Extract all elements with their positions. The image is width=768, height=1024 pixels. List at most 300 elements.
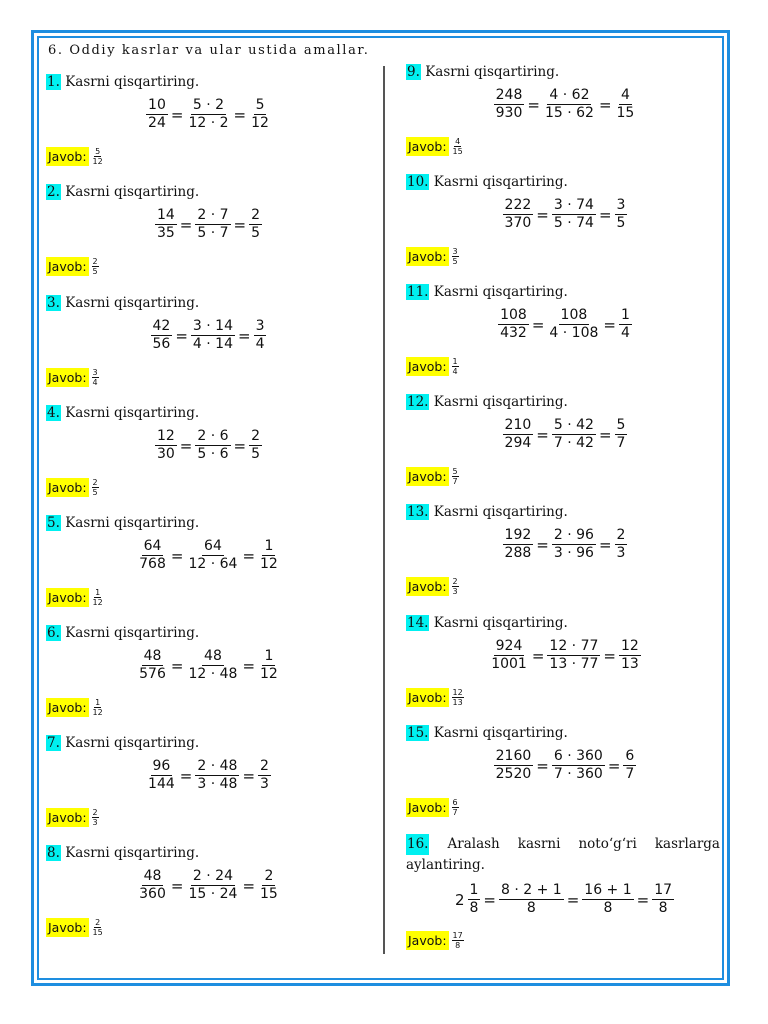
equals-sign: = xyxy=(170,546,184,565)
fraction xyxy=(258,758,271,793)
denominator: 8 xyxy=(603,900,613,916)
numerator: 924 xyxy=(495,638,523,654)
denominator: 3 xyxy=(260,776,269,792)
numerator: 10 xyxy=(148,97,166,113)
question-text: Kasrni qisqartiring. xyxy=(65,515,200,531)
denominator: 5 xyxy=(452,257,458,266)
problem-6 xyxy=(46,624,371,734)
fraction xyxy=(619,307,632,342)
problem-statement xyxy=(406,724,568,742)
fraction-equation xyxy=(406,87,724,122)
problem-statement xyxy=(406,63,559,81)
denominator: 3 xyxy=(92,818,98,827)
problem-number: 13. xyxy=(407,504,429,520)
numerator: 2 xyxy=(452,577,458,586)
denominator: 5 · 74 xyxy=(553,215,594,231)
problem-14 xyxy=(406,614,724,724)
problem-number: 8. xyxy=(47,845,60,861)
whole-part: 2 xyxy=(454,890,465,909)
equals-sign: = xyxy=(483,890,496,909)
fraction xyxy=(191,318,235,353)
fraction xyxy=(582,882,633,917)
fraction xyxy=(489,638,529,673)
problem-number: 1. xyxy=(47,74,60,90)
denominator: 56 xyxy=(152,336,171,352)
denominator: 3 · 48 xyxy=(197,776,238,792)
denominator: 294 xyxy=(504,435,532,451)
problem-8 xyxy=(46,844,371,954)
numerator: 3 xyxy=(616,197,626,213)
numerator: 2 xyxy=(616,527,626,543)
numerator: 2 · 96 xyxy=(553,527,594,543)
fraction-equation xyxy=(46,318,371,353)
answer-fraction xyxy=(92,478,99,497)
answer-label: Javob: xyxy=(48,149,87,164)
problem-10 xyxy=(406,173,724,283)
fraction xyxy=(258,868,280,903)
answer xyxy=(406,798,459,817)
fraction xyxy=(547,638,600,673)
numerator: 3 · 74 xyxy=(553,197,594,213)
denominator: 4 xyxy=(92,378,98,387)
numerator: 2 xyxy=(92,478,98,487)
numerator: 108 xyxy=(560,307,588,323)
problem-statement xyxy=(406,393,568,411)
question-text: Kasrni qisqartiring. xyxy=(65,845,200,861)
answer-label: Javob: xyxy=(48,259,87,274)
fraction-equation xyxy=(406,882,724,917)
answer-fraction xyxy=(92,147,104,166)
answer-label: Javob: xyxy=(408,800,447,815)
fraction xyxy=(137,868,168,903)
equals-sign: = xyxy=(603,315,616,334)
problem-5 xyxy=(46,514,371,624)
fraction xyxy=(195,428,230,463)
question-text: Kasrni qisqartiring. xyxy=(65,735,200,751)
numerator: 5 xyxy=(95,147,101,156)
problem-statement xyxy=(406,503,568,521)
denominator: 13 xyxy=(452,698,463,707)
question-text: Kasrni qisqartiring. xyxy=(433,284,568,300)
numerator: 108 xyxy=(500,307,527,323)
fraction-equation xyxy=(46,97,371,132)
equals-sign: = xyxy=(607,756,621,775)
problem-statement xyxy=(406,614,568,632)
numerator: 6 xyxy=(452,798,458,807)
fraction xyxy=(552,748,605,783)
numerator: 2160 xyxy=(495,748,532,764)
problem-4 xyxy=(46,404,371,514)
answer-label: Javob: xyxy=(48,590,87,605)
answer xyxy=(46,588,104,607)
problem-3 xyxy=(46,294,371,404)
fraction xyxy=(195,758,239,793)
denominator: 12 xyxy=(260,666,278,682)
denominator: 2520 xyxy=(495,766,532,782)
answer-fraction xyxy=(452,577,459,596)
denominator: 3 xyxy=(616,545,626,561)
answer xyxy=(46,478,99,497)
equals-sign: = xyxy=(603,646,616,665)
numerator: 14 xyxy=(156,207,175,223)
equals-sign: = xyxy=(242,546,256,565)
numerator: 2 xyxy=(92,257,98,266)
problem-statement xyxy=(46,183,199,201)
problem-statement xyxy=(46,514,199,532)
denominator: 8 xyxy=(469,900,479,916)
denominator: 12 xyxy=(92,708,103,717)
question-text: Kasrni qisqartiring. xyxy=(65,405,200,421)
numerator: 1 xyxy=(95,588,101,597)
denominator: 15 · 62 xyxy=(544,105,594,121)
problem-12 xyxy=(406,393,724,503)
question-text: Kasrni qisqartiring. xyxy=(65,74,200,90)
equals-sign: = xyxy=(598,425,612,444)
fraction-equation xyxy=(46,428,371,463)
denominator: 7 · 360 xyxy=(553,766,603,782)
numerator: 12 xyxy=(452,688,463,697)
denominator: 4 xyxy=(452,367,458,376)
problem-16 xyxy=(406,834,724,974)
denominator: 4 · 108 xyxy=(549,325,599,341)
answer-fraction xyxy=(452,357,459,376)
fraction-equation xyxy=(406,417,724,452)
problem-15 xyxy=(406,724,724,834)
answer-label: Javob: xyxy=(408,933,447,948)
answer-fraction xyxy=(452,247,459,266)
problem-number: 9. xyxy=(407,64,420,80)
section-title: 6. Oddiy kasrlar va ular ustida amallar. xyxy=(48,43,370,58)
numerator: 12 xyxy=(620,638,639,654)
numerator: 5 · 2 xyxy=(192,97,225,113)
denominator: 576 xyxy=(139,666,166,682)
denominator: 360 xyxy=(139,886,166,902)
problem-number: 3. xyxy=(47,295,60,311)
numerator: 2 xyxy=(264,868,274,884)
fraction xyxy=(499,882,564,917)
equals-sign: = xyxy=(527,95,540,114)
numerator: 222 xyxy=(504,197,532,213)
fraction xyxy=(503,197,534,232)
equals-sign: = xyxy=(536,425,549,444)
numerator: 48 xyxy=(204,648,222,664)
question-text: Kasrni qisqartiring. xyxy=(433,615,568,631)
denominator: 5 xyxy=(92,488,98,497)
denominator: 7 · 42 xyxy=(553,435,594,451)
fraction-equation xyxy=(406,748,724,783)
numerator: 2 xyxy=(260,758,269,774)
question-text: Kasrni qisqartiring. xyxy=(65,295,200,311)
denominator: 15 xyxy=(616,105,635,121)
numerator: 5 · 42 xyxy=(553,417,594,433)
statement-word: kasrlarga xyxy=(654,836,720,852)
denominator: 3 · 96 xyxy=(553,545,594,561)
fraction xyxy=(615,527,628,562)
numerator: 16 + 1 xyxy=(584,882,632,898)
fraction xyxy=(137,538,168,573)
fraction xyxy=(494,87,525,122)
answer-label: Javob: xyxy=(408,469,447,484)
fraction xyxy=(151,318,173,353)
numerator: 48 xyxy=(143,648,162,664)
denominator: 15 xyxy=(260,886,278,902)
fraction xyxy=(249,207,262,242)
equals-sign: = xyxy=(536,535,549,554)
answer xyxy=(46,698,104,717)
fraction-equation xyxy=(406,197,724,232)
fraction xyxy=(258,648,280,683)
numerator: 2 xyxy=(251,428,261,444)
fraction-equation xyxy=(46,758,371,793)
problem-9 xyxy=(406,63,724,173)
equals-sign: = xyxy=(179,766,193,785)
denominator: 8 xyxy=(455,941,461,950)
answer-label: Javob: xyxy=(48,700,87,715)
denominator: 7 xyxy=(452,477,458,486)
numerator: 1 xyxy=(264,538,274,554)
numerator: 17 xyxy=(452,931,463,940)
problem-number: 12. xyxy=(407,394,429,410)
question-text: Kasrni qisqartiring. xyxy=(433,725,568,741)
equals-sign: = xyxy=(242,876,256,895)
numerator: 48 xyxy=(143,868,162,884)
denominator: 5 xyxy=(251,225,261,241)
fraction xyxy=(254,318,267,353)
problem-number: 10. xyxy=(407,174,429,190)
numerator: 64 xyxy=(143,538,162,554)
numerator: 2 · 6 xyxy=(197,428,229,444)
numerator: 2 · 48 xyxy=(197,758,238,774)
numerator: 4 xyxy=(455,137,461,146)
answer-label: Javob: xyxy=(48,370,87,385)
equals-sign: = xyxy=(170,876,184,895)
answer-label: Javob: xyxy=(408,579,447,594)
question-text: Kasrni qisqartiring. xyxy=(433,174,568,190)
denominator: 13 xyxy=(620,656,639,672)
problem-number: 6. xyxy=(47,625,60,641)
numerator: 42 xyxy=(152,318,171,334)
answer-label: Javob: xyxy=(48,480,87,495)
fraction xyxy=(186,868,239,903)
denominator: 3 xyxy=(452,587,458,596)
answer-fraction xyxy=(92,918,104,937)
fraction xyxy=(498,307,529,342)
problem-statement xyxy=(46,73,199,91)
problem-number: 4. xyxy=(47,405,60,421)
numerator: 2 xyxy=(95,918,101,927)
denominator: 15 xyxy=(92,928,103,937)
denominator: 288 xyxy=(504,545,532,561)
numerator: 3 · 14 xyxy=(192,318,233,334)
denominator: 24 xyxy=(148,115,166,131)
answer xyxy=(406,467,459,486)
problem-statement xyxy=(406,834,720,876)
numerator: 2 · 7 xyxy=(197,207,229,223)
statement-line-1 xyxy=(406,834,720,855)
fraction xyxy=(552,197,596,232)
denominator: 12 · 48 xyxy=(188,666,238,682)
equals-sign: = xyxy=(598,205,612,224)
numerator: 2 xyxy=(92,808,98,817)
fraction xyxy=(552,417,596,452)
equals-sign: = xyxy=(179,436,193,455)
problem-number: 2. xyxy=(47,184,60,200)
fraction xyxy=(543,87,596,122)
answer xyxy=(46,808,99,827)
numerator: 210 xyxy=(504,417,532,433)
fraction xyxy=(619,638,641,673)
problem-number: 11. xyxy=(407,284,429,300)
denominator: 12 xyxy=(92,157,103,166)
numerator: 248 xyxy=(495,87,523,103)
numerator: 8 · 2 + 1 xyxy=(501,882,562,898)
numerator: 3 xyxy=(452,247,458,256)
equals-sign: = xyxy=(170,105,184,124)
denominator: 4 xyxy=(620,325,630,341)
problem-statement xyxy=(46,624,199,642)
equals-sign: = xyxy=(175,326,188,345)
problem-statement xyxy=(46,734,199,752)
denominator: 13 · 77 xyxy=(549,656,599,672)
equals-sign: = xyxy=(598,535,612,554)
numerator: 17 xyxy=(654,882,673,898)
denominator: 15 xyxy=(452,147,463,156)
fraction xyxy=(547,307,600,342)
denominator: 5 xyxy=(92,267,98,276)
problem-1 xyxy=(46,73,371,183)
answer-fraction xyxy=(92,698,104,717)
fraction xyxy=(155,207,177,242)
problem-statement xyxy=(406,283,568,301)
fraction xyxy=(503,417,534,452)
problem-statement xyxy=(46,404,199,422)
fraction xyxy=(155,428,177,463)
denominator: 35 xyxy=(156,225,175,241)
fraction xyxy=(249,97,271,132)
numerator: 3 xyxy=(255,318,265,334)
problem-number: 14. xyxy=(407,615,429,631)
numerator: 4 xyxy=(620,87,630,103)
numerator: 192 xyxy=(504,527,532,543)
problem-statement xyxy=(46,844,199,862)
fraction xyxy=(146,97,168,132)
question-text: Kasrni qisqartiring. xyxy=(425,64,560,80)
column-divider xyxy=(383,66,385,954)
problem-11 xyxy=(406,283,724,393)
numerator: 3 xyxy=(92,368,98,377)
answer-label: Javob: xyxy=(408,359,447,374)
equals-sign: = xyxy=(237,326,251,345)
fraction xyxy=(195,207,230,242)
equals-sign: = xyxy=(531,646,545,665)
answer xyxy=(46,147,104,166)
problem-statement xyxy=(406,173,568,191)
answer xyxy=(46,918,104,937)
fraction xyxy=(137,648,168,683)
denominator: 5 xyxy=(616,215,626,231)
fraction-equation xyxy=(46,538,371,573)
answer xyxy=(406,688,464,707)
question-text: Kasrni qisqartiring. xyxy=(433,504,568,520)
denominator: 5 · 7 xyxy=(197,225,229,241)
equals-sign: = xyxy=(233,105,247,124)
denominator: 8 xyxy=(526,900,536,916)
denominator: 12 · 2 xyxy=(188,115,229,131)
denominator: 12 xyxy=(251,115,269,131)
problem-number: 7. xyxy=(47,735,60,751)
fraction xyxy=(615,197,628,232)
answer-fraction xyxy=(92,368,99,387)
fraction xyxy=(552,527,596,562)
denominator: 432 xyxy=(500,325,527,341)
answer-label: Javob: xyxy=(48,810,87,825)
fraction xyxy=(186,538,239,573)
answer-fraction xyxy=(452,931,464,950)
answer-fraction xyxy=(92,808,99,827)
answer xyxy=(46,368,99,387)
denominator: 5 xyxy=(251,446,261,462)
answer-fraction xyxy=(92,257,99,276)
numerator: 1 xyxy=(95,698,101,707)
fraction xyxy=(615,417,628,452)
numerator: 2 · 24 xyxy=(192,868,233,884)
fraction-equation xyxy=(406,638,724,673)
numerator: 1 xyxy=(620,307,630,323)
answer-fraction xyxy=(452,798,459,817)
equals-sign: = xyxy=(242,766,256,785)
problem-2 xyxy=(46,183,371,293)
equals-sign: = xyxy=(233,215,247,234)
numerator: 1 xyxy=(469,882,479,898)
equals-sign: = xyxy=(536,756,549,775)
statement-word: kasrni xyxy=(517,836,561,852)
denominator: 4 xyxy=(255,336,265,352)
numerator: 5 xyxy=(616,417,626,433)
numerator: 1 xyxy=(452,357,458,366)
equals-sign: = xyxy=(598,95,612,114)
fraction xyxy=(258,538,280,573)
denominator: 12 · 64 xyxy=(188,556,238,572)
numerator: 5 xyxy=(255,97,265,113)
numerator: 4 · 62 xyxy=(549,87,590,103)
answer-fraction xyxy=(452,467,459,486)
denominator: 144 xyxy=(148,776,175,792)
fraction-equation xyxy=(406,527,724,562)
answer xyxy=(406,931,464,950)
answer-label: Javob: xyxy=(408,139,447,154)
denominator: 5 · 6 xyxy=(197,446,229,462)
numerator: 5 xyxy=(452,467,458,476)
equals-sign: = xyxy=(636,890,650,909)
denominator: 30 xyxy=(156,446,175,462)
answer-label: Javob: xyxy=(408,690,447,705)
numerator: 12 xyxy=(156,428,175,444)
denominator: 768 xyxy=(139,556,166,572)
equals-sign: = xyxy=(179,215,193,234)
problem-number: 5. xyxy=(47,515,60,531)
equals-sign: = xyxy=(566,890,580,909)
equals-sign: = xyxy=(531,315,545,334)
fraction-equation xyxy=(406,307,724,342)
fraction xyxy=(615,87,637,122)
answer xyxy=(406,357,459,376)
numerator: 2 xyxy=(251,207,261,223)
question-text: Kasrni qisqartiring. xyxy=(433,394,568,410)
numerator: 6 xyxy=(625,748,635,764)
answer-label: Javob: xyxy=(48,920,87,935)
numerator: 64 xyxy=(204,538,222,554)
answer-fraction xyxy=(452,137,464,156)
